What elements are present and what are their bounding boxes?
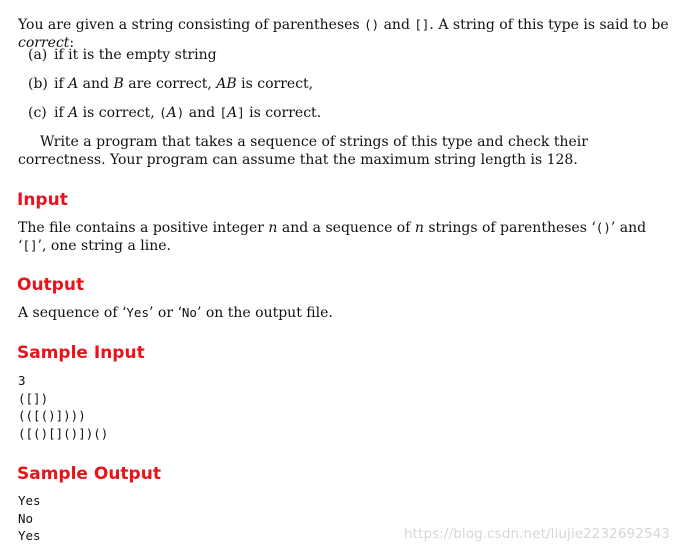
sample-input-line-1: 3 bbox=[18, 373, 26, 388]
rule-c-t3: and bbox=[184, 105, 220, 121]
input-t5: ’, one string a line. bbox=[37, 238, 171, 254]
rule-a-text: if it is the empty string bbox=[54, 47, 217, 63]
rule-b-t3: are correct, bbox=[123, 76, 217, 92]
rule-c-m2: A bbox=[166, 105, 177, 121]
output-c2: No bbox=[181, 305, 197, 320]
sample-input-line-4: ([()[]()])() bbox=[18, 425, 109, 441]
rule-c-label: (c) bbox=[28, 105, 47, 121]
rule-b-m1: A bbox=[68, 76, 79, 92]
rule-b-t2: and bbox=[78, 76, 114, 92]
output-t3: ’ on the output file. bbox=[196, 305, 333, 321]
rule-c-m3: A bbox=[227, 105, 238, 121]
sample-output-line-1: Yes bbox=[18, 493, 41, 508]
sample-input-heading: Sample Input bbox=[17, 343, 145, 363]
intro-text-3: . A string of this type is said to be bbox=[429, 17, 669, 33]
input-t1: The file contains a positive integer bbox=[18, 220, 269, 236]
output-t1: A sequence of ‘ bbox=[18, 305, 127, 321]
sample-input-line-3: (([()]))) bbox=[18, 408, 86, 423]
intro-code-brackets: [] bbox=[414, 17, 430, 32]
input-t2: and a sequence of bbox=[277, 220, 415, 236]
input-description bbox=[18, 219, 670, 255]
input-c2: [] bbox=[22, 238, 38, 253]
rule-a bbox=[28, 46, 668, 64]
sample-input-block bbox=[18, 372, 108, 442]
output-t2: ’ or ‘ bbox=[148, 305, 182, 321]
output-c1: Yes bbox=[126, 305, 149, 320]
rule-c-c4: ] bbox=[237, 105, 245, 120]
input-m2: n bbox=[414, 220, 424, 236]
intro-code-parens: () bbox=[364, 17, 380, 32]
sample-output-line-2: No bbox=[18, 510, 34, 526]
watermark-text: https://blog.csdn.net/liujie2232692543 bbox=[404, 526, 670, 542]
intro-text-4: : bbox=[69, 35, 75, 51]
input-t3: strings of parentheses ‘ bbox=[423, 220, 596, 236]
output-description bbox=[18, 304, 670, 322]
rule-c-c2: ) bbox=[176, 105, 185, 120]
rule-c-t1: if bbox=[54, 105, 69, 121]
rule-b bbox=[28, 75, 668, 93]
intro-text-2: and bbox=[379, 17, 415, 33]
rule-b-label: (b) bbox=[28, 76, 48, 92]
rule-b-m3: AB bbox=[216, 76, 237, 92]
rule-c-c1: ( bbox=[159, 105, 167, 120]
rule-c-t4: is correct. bbox=[244, 105, 322, 121]
rule-b-t4: is correct, bbox=[236, 76, 314, 92]
sample-input-line-2: ([]) bbox=[18, 390, 49, 406]
input-c1: () bbox=[595, 220, 611, 235]
input-m1: n bbox=[268, 220, 278, 236]
output-heading: Output bbox=[17, 275, 85, 295]
input-heading: Input bbox=[17, 190, 68, 210]
intro-emphasis: correct bbox=[18, 35, 70, 51]
sample-output-heading: Sample Output bbox=[17, 464, 161, 484]
rule-c-m1: A bbox=[68, 105, 79, 121]
rule-c bbox=[28, 104, 668, 122]
rule-a-label: (a) bbox=[28, 47, 48, 63]
rule-b-m2: B bbox=[113, 76, 124, 92]
rule-c-t2: is correct, bbox=[78, 105, 160, 121]
intro-text-1: You are given a string consisting of parentheses bbox=[18, 17, 365, 33]
rule-b-t1: if bbox=[54, 76, 69, 92]
input-t4: ’ and ‘ bbox=[18, 220, 647, 254]
sample-output-line-3: Yes bbox=[18, 528, 41, 543]
task-paragraph: Write a program that takes a sequence of strings of this type and check their correctness. Your program can assume that the maximum string length is 128. bbox=[18, 134, 588, 168]
sample-output-block bbox=[18, 492, 41, 545]
rule-c-c3: [ bbox=[219, 105, 228, 120]
